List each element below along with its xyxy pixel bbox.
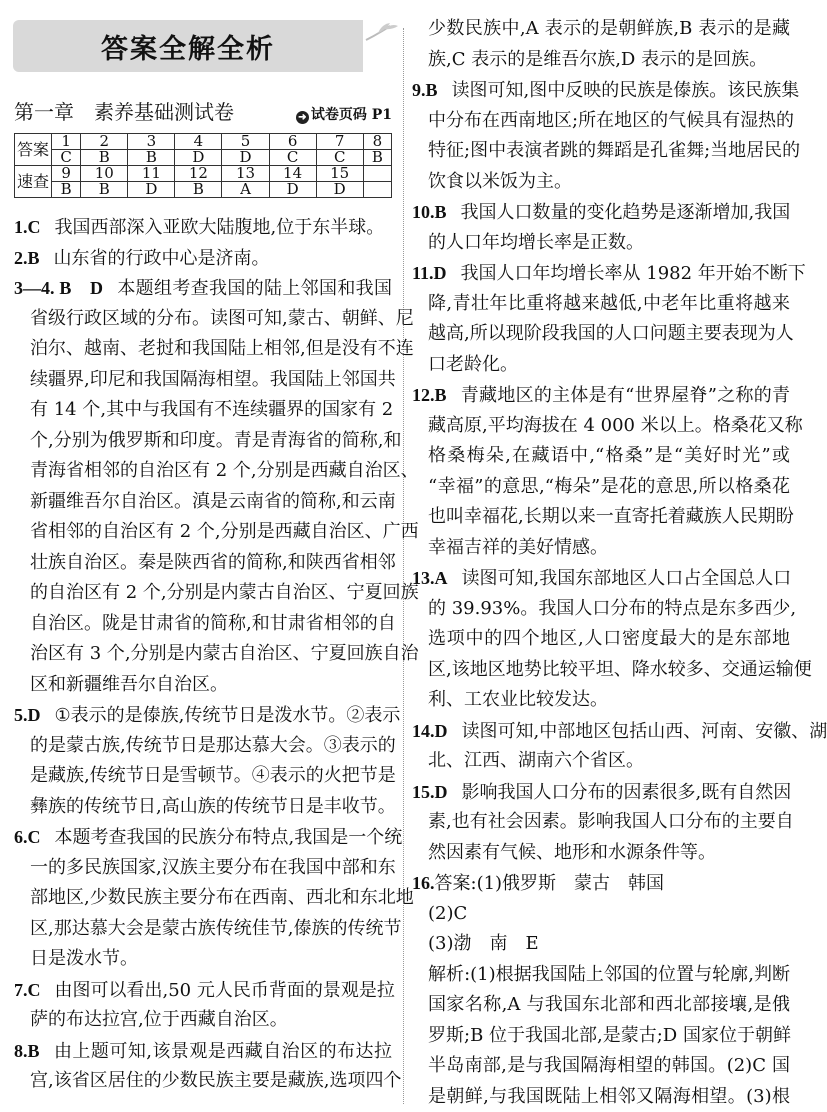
answer-text: 然因素有气候、地形和水源条件等。 bbox=[428, 842, 716, 863]
question-number: 2 bbox=[81, 134, 128, 150]
answer-cell: D bbox=[222, 150, 269, 166]
answer-text: 特征;图中表演者跳的舞蹈是孔雀舞;当地居民的 bbox=[428, 140, 800, 161]
answer-line bbox=[412, 960, 790, 991]
answer-line bbox=[14, 334, 392, 365]
answer-cell: D bbox=[175, 150, 222, 166]
answer-text: 宫,该省区居住的少数民族主要是藏族,选项四个 bbox=[30, 1070, 401, 1091]
answer-quick-check-table bbox=[14, 133, 392, 198]
answer-line bbox=[14, 395, 392, 426]
answer-text: 幸福吉祥的美好情感。 bbox=[428, 537, 608, 558]
answer-line bbox=[412, 1082, 790, 1112]
question-number: 11 bbox=[128, 166, 175, 182]
answer-label: 6.C bbox=[14, 827, 41, 847]
answer-line bbox=[412, 411, 790, 442]
answer-cell: D bbox=[316, 182, 363, 198]
answer-text: 新疆维吾尔自治区。滇是云南省的简称,和云南 bbox=[30, 491, 396, 512]
answer-text: 读图可知,图中反映的民族是傣族。该民族集 bbox=[452, 80, 800, 101]
question-number: 5 bbox=[222, 134, 269, 150]
question-number: 9 bbox=[52, 166, 81, 182]
answer-text: 区,那达慕大会是蒙古族传统佳节,傣族的传统节 bbox=[30, 918, 401, 939]
answer-text: 区和新疆维吾尔自治区。 bbox=[30, 674, 228, 695]
answer-line bbox=[14, 243, 392, 274]
answer-line bbox=[14, 1036, 392, 1067]
question-number: 15 bbox=[316, 166, 363, 182]
answer-text: 影响我国人口分布的因素很多,既有自然因 bbox=[462, 782, 792, 803]
answer-line bbox=[14, 700, 392, 731]
answer-cell: D bbox=[269, 182, 316, 198]
answer-text: 国家名称,A 与我国东北部和西北部接壤,是俄 bbox=[428, 994, 790, 1015]
answer-item bbox=[412, 563, 790, 716]
question-number: 4 bbox=[175, 134, 222, 150]
answer-line bbox=[14, 304, 392, 335]
answer-text: 读图可知,中部地区包括山西、河南、安徽、湖 bbox=[462, 721, 827, 742]
answer-item bbox=[412, 197, 790, 258]
answer-text: 少数民族中,A 表示的是朝鲜族,B 表示的是藏 bbox=[428, 18, 790, 39]
answer-line bbox=[412, 777, 790, 808]
answer-text: 有 14 个,其中与我国有不连续疆界的国家有 2 bbox=[30, 399, 393, 420]
answer-text: 泊尔、越南、老挝和我国陆上相邻,但是没有不连 bbox=[30, 338, 414, 359]
answer-item bbox=[14, 212, 392, 243]
answer-line bbox=[14, 639, 392, 670]
answer-label: 2.B bbox=[14, 248, 40, 268]
answer-text: 彝族的传统节日,高山族的传统节日是丰收节。 bbox=[30, 796, 396, 817]
answer-text: 萨的布达拉宫,位于西藏自治区。 bbox=[30, 1009, 288, 1030]
table-label-top: 答案 bbox=[15, 134, 52, 166]
answer-text: 读图可知,我国东部地区人口占全国总人口 bbox=[462, 568, 792, 589]
answer-item bbox=[14, 273, 392, 700]
answer-text: 的自治区有 2 个,分别是内蒙古自治区、宁夏回族 bbox=[30, 582, 419, 603]
answer-item bbox=[412, 716, 790, 777]
answer-text: 中分布在西南地区;所在地区的气候具有湿热的 bbox=[428, 110, 794, 131]
answer-line bbox=[412, 838, 790, 869]
answer-label: 12.B bbox=[412, 385, 447, 405]
answer-label: 14.D bbox=[412, 721, 448, 741]
question-number: 1 bbox=[52, 134, 81, 150]
answer-line bbox=[14, 487, 392, 518]
answer-text: 素,也有社会因素。影响我国人口分布的主要自 bbox=[428, 811, 794, 832]
answer-text: 青藏地区的主体是有“世界屋脊”之称的青 bbox=[461, 385, 790, 406]
answer-item bbox=[412, 258, 790, 380]
answer-line bbox=[412, 533, 790, 564]
answer-line bbox=[412, 899, 790, 930]
answer-line bbox=[412, 350, 790, 381]
answer-line bbox=[412, 45, 790, 76]
answer-cell: C bbox=[316, 150, 363, 166]
arrow-right-icon: ➜ bbox=[296, 111, 309, 124]
answer-cell: D bbox=[128, 182, 175, 198]
answer-cell: C bbox=[269, 150, 316, 166]
answer-text: 是朝鲜,与我国既陆上相邻又隔海相望。(3)根 bbox=[428, 1086, 790, 1107]
answer-label: 7.C bbox=[14, 980, 41, 1000]
answer-item bbox=[412, 380, 790, 563]
answer-line bbox=[14, 761, 392, 792]
answer-item bbox=[14, 822, 392, 975]
answer-line bbox=[14, 212, 392, 243]
answer-text: 饮食以米饭为主。 bbox=[428, 171, 572, 192]
answer-line bbox=[412, 75, 790, 106]
answer-text: 答案:(1)俄罗斯 蒙古 韩国 bbox=[435, 873, 665, 894]
answer-text: 本题组考查我国的陆上邻国和我国 bbox=[117, 278, 392, 299]
answer-text: 我国西部深入亚欧大陆腹地,位于东半球。 bbox=[55, 217, 385, 238]
answer-line bbox=[14, 1066, 392, 1097]
answer-line bbox=[14, 365, 392, 396]
answer-text: 日是泼水节。 bbox=[30, 948, 138, 969]
answer-text: (2)C bbox=[428, 903, 467, 924]
answer-line bbox=[412, 868, 790, 899]
answer-cell: B bbox=[81, 182, 128, 198]
answer-line bbox=[14, 975, 392, 1006]
answer-text: 本题考查我国的民族分布特点,我国是一个统 bbox=[55, 827, 403, 848]
answer-item bbox=[412, 14, 790, 75]
answer-label: 10.B bbox=[412, 202, 447, 222]
answer-text: 北、江西、湖南六个省区。 bbox=[428, 750, 644, 771]
right-answer-column bbox=[412, 14, 790, 1112]
answer-line bbox=[14, 609, 392, 640]
answer-text: 藏高原,平均海拔在 4 000 米以上。格桑花又称 bbox=[428, 415, 803, 436]
answer-item bbox=[412, 75, 790, 197]
question-number: 6 bbox=[269, 134, 316, 150]
answer-label: 8.B bbox=[14, 1041, 40, 1061]
page-reference bbox=[296, 104, 392, 124]
answer-text: 青海省相邻的自治区有 2 个,分别是西藏自治区、 bbox=[30, 460, 419, 481]
header-title: 答案全解全析 bbox=[101, 27, 275, 66]
answer-cell: B bbox=[128, 150, 175, 166]
answer-text: 利、工农业比较发达。 bbox=[428, 689, 608, 710]
question-number: 10 bbox=[81, 166, 128, 182]
left-answer-column bbox=[14, 212, 392, 1097]
answer-text: 治区有 3 个,分别是内蒙古自治区、宁夏回族自治 bbox=[30, 643, 419, 664]
answer-line bbox=[14, 426, 392, 457]
leaf-decoration-icon bbox=[364, 18, 404, 48]
answer-text: 由上题可知,该景观是西藏自治区的布达拉 bbox=[54, 1041, 392, 1062]
answer-cell: C bbox=[52, 150, 81, 166]
answer-line bbox=[412, 1021, 790, 1052]
answer-line bbox=[14, 273, 392, 304]
answer-text: 的 39.93%。我国人口分布的特点是东多西少, bbox=[428, 598, 796, 619]
answer-line bbox=[14, 792, 392, 823]
header-banner bbox=[13, 20, 363, 72]
answer-line bbox=[412, 167, 790, 198]
answer-text: 部地区,少数民族主要分布在西南、西北和东北地 bbox=[30, 887, 414, 908]
answer-text: 是藏族,传统节日是雪顿节。④表示的火把节是 bbox=[30, 765, 396, 786]
answer-text: 也叫幸福花,长期以来一直寄托着藏族人民期盼 bbox=[428, 506, 794, 527]
answer-text: 区,该地区地势比较平坦、降水较多、交通运输便 bbox=[428, 659, 812, 680]
answer-text: 半岛南部,是与我国隔海相望的韩国。(2)C 国 bbox=[428, 1055, 790, 1076]
answer-item bbox=[412, 777, 790, 869]
answer-line bbox=[14, 944, 392, 975]
answer-text: 自治区。陇是甘肃省的简称,和甘肃省相邻的自 bbox=[30, 613, 396, 634]
answer-line bbox=[14, 914, 392, 945]
answer-line bbox=[412, 594, 790, 625]
answer-line bbox=[412, 136, 790, 167]
answer-text: 一的多民族国家,汉族主要分布在我国中部和东 bbox=[30, 857, 396, 878]
answer-text: 格桑梅朵,在藏语中,“格桑”是“美好时光”或 bbox=[428, 445, 790, 466]
question-number: 13 bbox=[222, 166, 269, 182]
answer-cell: A bbox=[222, 182, 269, 198]
answer-line bbox=[412, 563, 790, 594]
answer-line bbox=[14, 883, 392, 914]
answer-item bbox=[412, 868, 790, 1112]
answer-item bbox=[14, 243, 392, 274]
question-number: 14 bbox=[269, 166, 316, 182]
answer-label: 1.C bbox=[14, 217, 41, 237]
answer-line bbox=[14, 822, 392, 853]
answer-text: 我国人口数量的变化趋势是逐渐增加,我国 bbox=[461, 202, 791, 223]
answer-line bbox=[412, 807, 790, 838]
answer-cell: B bbox=[52, 182, 81, 198]
answer-line bbox=[412, 258, 790, 289]
answer-item bbox=[14, 975, 392, 1036]
answer-line bbox=[14, 731, 392, 762]
answer-label: 3—4. B D bbox=[14, 278, 103, 298]
answer-line bbox=[412, 655, 790, 686]
answer-text: “幸福”的意思,“梅朵”是花的意思,所以格桑花 bbox=[428, 476, 790, 497]
answer-line bbox=[412, 441, 790, 472]
answer-line bbox=[412, 289, 790, 320]
answer-text: 口老龄化。 bbox=[428, 354, 518, 375]
question-number: 3 bbox=[128, 134, 175, 150]
question-number: 7 bbox=[316, 134, 363, 150]
answer-text: (3)渤 南 E bbox=[428, 933, 539, 954]
answer-line bbox=[412, 990, 790, 1021]
answer-cell bbox=[363, 182, 391, 198]
question-number: 8 bbox=[363, 134, 391, 150]
answer-text: 族,C 表示的是维吾尔族,D 表示的是回族。 bbox=[428, 49, 767, 70]
chapter-title: 第一章 素养基础测试卷 bbox=[14, 96, 234, 125]
page-reference-text: 试卷页码 P1 bbox=[311, 107, 392, 123]
answer-text: 个,分别为俄罗斯和印度。青是青海省的简称,和 bbox=[30, 430, 401, 451]
answer-line bbox=[412, 716, 790, 747]
answer-text: 由图可以看出,50 元人民币背面的景观是拉 bbox=[55, 980, 395, 1001]
answer-line bbox=[14, 1005, 392, 1036]
answer-line bbox=[412, 380, 790, 411]
table-label-bottom: 速查 bbox=[15, 166, 52, 198]
answer-cell: B bbox=[175, 182, 222, 198]
answer-line bbox=[412, 746, 790, 777]
answer-label: 13.A bbox=[412, 568, 448, 588]
answer-label: 16. bbox=[412, 873, 435, 893]
answer-text: 省相邻的自治区有 2 个,分别是西藏自治区、广西 bbox=[30, 521, 419, 542]
question-number bbox=[363, 166, 391, 182]
answer-line bbox=[14, 853, 392, 884]
answer-line bbox=[14, 456, 392, 487]
answer-line bbox=[412, 106, 790, 137]
answer-text: 省级行政区域的分布。读图可知,蒙古、朝鲜、尼 bbox=[30, 308, 414, 329]
answer-text: 越高,所以现阶段我国的人口问题主要表现为人 bbox=[428, 323, 794, 344]
column-divider bbox=[403, 28, 404, 1104]
answer-text: 山东省的行政中心是济南。 bbox=[54, 248, 270, 269]
answer-text: 降,青壮年比重将越来越低,中老年比重将越来 bbox=[428, 293, 790, 314]
answer-line bbox=[14, 517, 392, 548]
answer-label: 5.D bbox=[14, 705, 41, 725]
answer-line bbox=[14, 548, 392, 579]
answer-text: 壮族自治区。秦是陕西省的简称,和陕西省相邻 bbox=[30, 552, 396, 573]
answer-item bbox=[14, 1036, 392, 1097]
answer-text: 续疆界,印尼和我国隔海相望。我国陆上邻国共 bbox=[30, 369, 396, 390]
answer-text: 我国人口年均增长率从 1982 年开始不断下 bbox=[461, 263, 806, 284]
answer-line bbox=[412, 472, 790, 503]
answer-item bbox=[14, 700, 392, 822]
answer-label: 9.B bbox=[412, 80, 438, 100]
answer-line bbox=[412, 502, 790, 533]
answer-line bbox=[412, 14, 790, 45]
answer-text: 罗斯;B 位于我国北部,是蒙古;D 国家位于朝鲜 bbox=[428, 1025, 791, 1046]
answer-text: 的人口年均增长率是正数。 bbox=[428, 232, 644, 253]
question-number: 12 bbox=[175, 166, 222, 182]
answer-text: 解析:(1)根据我国陆上邻国的位置与轮廓,判断 bbox=[428, 964, 790, 985]
answer-text: 选项中的四个地区,人口密度最大的是东部地 bbox=[428, 628, 790, 649]
answer-text: 的是蒙古族,传统节日是那达慕大会。③表示的 bbox=[30, 735, 396, 756]
answer-line bbox=[412, 1051, 790, 1082]
answer-line bbox=[412, 319, 790, 350]
answer-line bbox=[412, 228, 790, 259]
chapter-heading bbox=[14, 96, 392, 125]
answer-line bbox=[412, 197, 790, 228]
answer-cell: B bbox=[363, 150, 391, 166]
answer-line bbox=[412, 929, 790, 960]
answer-text: ①表示的是傣族,传统节日是泼水节。②表示 bbox=[55, 705, 401, 726]
answer-line bbox=[14, 670, 392, 701]
answer-line bbox=[412, 624, 790, 655]
answer-cell: B bbox=[81, 150, 128, 166]
answer-line bbox=[14, 578, 392, 609]
answer-label: 15.D bbox=[412, 782, 448, 802]
answer-line bbox=[412, 685, 790, 716]
answer-label: 11.D bbox=[412, 263, 447, 283]
